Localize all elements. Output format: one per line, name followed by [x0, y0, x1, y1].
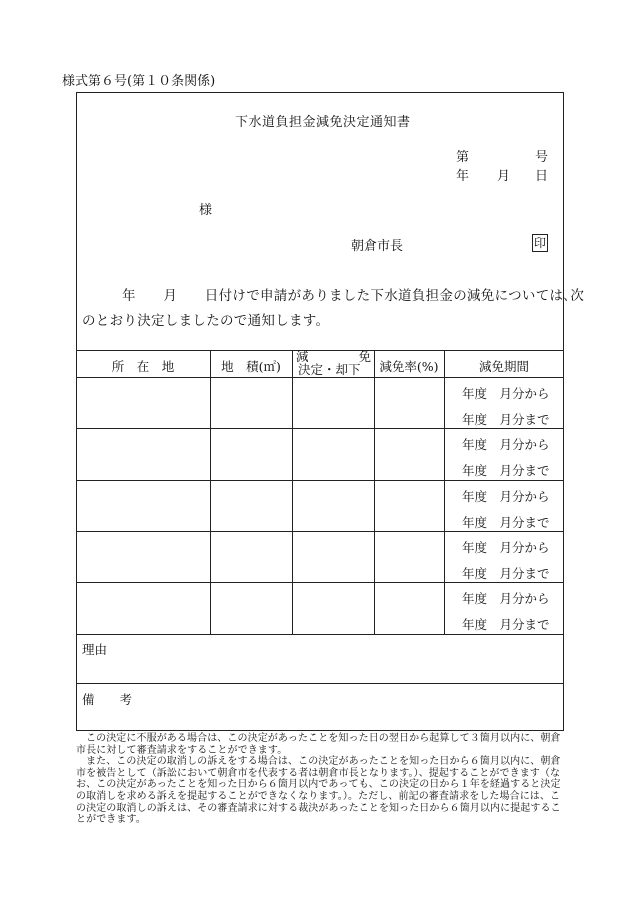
doc-number-go: 号 [535, 150, 549, 165]
reason-bottom-border [76, 683, 564, 684]
period-to: 年度 月分まで [462, 566, 550, 581]
legal-notes [76, 733, 564, 826]
form-number: 様式第６号(第１０条関係) [62, 74, 216, 89]
issuer-name: 朝倉市長 [351, 239, 404, 254]
header-area: 地 積(㎡) [221, 359, 281, 374]
period-from: 年度 月分から [462, 591, 550, 606]
column-divider [292, 350, 293, 634]
row-divider [76, 428, 564, 429]
lawsuit-note: また、この決定の取消しの訴えをする場合は、この決定があったことを知った日から６箇月以内に、朝倉市を被告として（訴訟において朝倉市を代表する者は朝倉市長となります。）、提起することができます（なお、この決定があったことを知った日から６箇月以内であっても、この決定の日から１年を経過すると決定の取消しを求める訴えを提起することができなくなります。）。ただし、前記の審査請求をした場合には、この決定の取消しの訴えは、その審査請求に対する裁決があったことを知った日から６箇月以内に提起することができます。 [76, 756, 561, 826]
appeal-note: この決定に不服がある場合は、この決定があったことを知った日の翌日から起算して３箇月以内に、朝倉市長に対して審査請求をすることができます。 [76, 733, 561, 756]
column-divider [444, 350, 445, 634]
header-location: 所 在 地 [111, 359, 175, 374]
row-divider [76, 480, 564, 481]
notice-line-2: のとおり決定しましたので通知します。 [82, 313, 330, 329]
row-divider [76, 531, 564, 532]
period-to: 年度 月分まで [462, 515, 550, 530]
column-divider [374, 350, 375, 634]
notice-line-1: 年 月 日付けで申請がありました下水道負担金の減免については､次 [122, 288, 585, 304]
date-year: 年 [456, 169, 470, 184]
row-divider [76, 582, 564, 583]
period-from: 年度 月分から [462, 540, 550, 555]
table-bottom-border [76, 634, 564, 635]
date-month: 月 [497, 169, 511, 184]
remarks-label: 備 考 [82, 692, 133, 707]
period-from: 年度 月分から [462, 437, 550, 452]
document-title: 下水道負担金減免決定通知書 [235, 115, 411, 130]
date-day: 日 [535, 169, 549, 184]
doc-number-dai: 第 [456, 150, 470, 165]
period-to: 年度 月分まで [462, 463, 550, 478]
period-from: 年度 月分から [462, 386, 550, 401]
seal-mark: 印 [533, 236, 546, 250]
period-to: 年度 月分まで [462, 617, 550, 632]
header-rate: 減免率(%) [379, 359, 439, 374]
table-header-border [76, 377, 564, 378]
period-from: 年度 月分から [462, 489, 550, 504]
reason-label: 理由 [82, 642, 108, 657]
header-decision-bottom: 決定・却下 [298, 362, 361, 377]
addressee-suffix: 様 [199, 203, 213, 218]
period-to: 年度 月分まで [462, 412, 550, 427]
column-divider [210, 350, 211, 634]
header-period: 減免期間 [478, 359, 529, 374]
header-decision-top: 減 免 [296, 349, 372, 364]
